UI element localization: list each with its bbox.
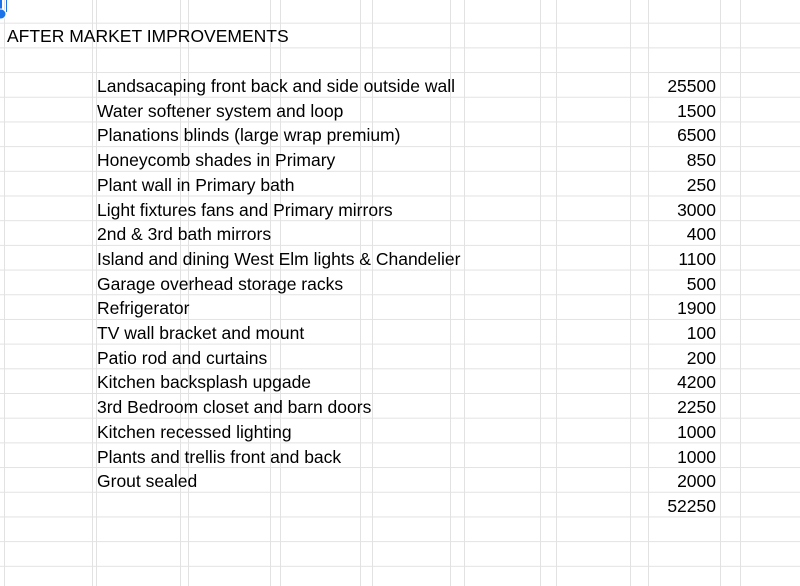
item-label-cell[interactable]: Grout sealed: [97, 471, 198, 492]
item-label-cell[interactable]: Refrigerator: [97, 298, 190, 319]
item-amount-cell[interactable]: 1900: [677, 298, 716, 319]
item-amount-cell[interactable]: 200: [686, 347, 716, 368]
item-label-cell[interactable]: 2nd & 3rd bath mirrors: [97, 224, 272, 245]
column-divider: [4, 0, 5, 586]
column-divider: [92, 0, 93, 586]
item-amount-cell[interactable]: 100: [686, 323, 716, 343]
total-amount-cell[interactable]: 52250: [667, 495, 716, 516]
item-amount-cell[interactable]: 1000: [677, 421, 716, 442]
item-label-cell[interactable]: Garage overhead storage racks: [97, 273, 344, 294]
item-amount-cell[interactable]: 1500: [677, 100, 716, 121]
item-amount-cell[interactable]: 1100: [678, 248, 716, 269]
item-amount-cell[interactable]: 2250: [677, 397, 716, 418]
item-amount-cell[interactable]: 3000: [677, 199, 716, 220]
selection-fill-handle[interactable]: [0, 9, 7, 20]
item-amount-cell[interactable]: 4200: [677, 372, 716, 393]
item-amount-cell[interactable]: 500: [686, 273, 716, 294]
item-label-cell[interactable]: Patio rod and curtains: [97, 347, 268, 368]
item-amount-cell[interactable]: 25500: [667, 76, 716, 96]
item-label-cell[interactable]: TV wall bracket and mount: [97, 323, 305, 343]
item-label-cell[interactable]: 3rd Bedroom closet and barn doors: [97, 397, 372, 418]
item-amount-cell[interactable]: 6500: [677, 125, 716, 146]
sheet-title-cell[interactable]: AFTER MARKET IMPROVEMENTS: [7, 26, 289, 46]
item-label-cell[interactable]: Light fixtures fans and Primary mirrors: [97, 199, 393, 220]
item-label-cell[interactable]: Plant wall in Primary bath: [97, 174, 295, 195]
text-cursor: [6, 0, 7, 12]
item-label-cell[interactable]: Honeycomb shades in Primary: [97, 150, 336, 171]
item-amount-cell[interactable]: 850: [686, 150, 716, 171]
item-amount-cell[interactable]: 1000: [677, 446, 716, 467]
item-amount-cell[interactable]: 400: [686, 224, 716, 245]
column-divider: [720, 0, 721, 586]
item-label-cell[interactable]: Plants and trellis front and back: [97, 446, 342, 467]
item-label-cell[interactable]: Kitchen backsplash upgade: [97, 372, 312, 393]
item-label-cell[interactable]: Water softener system and loop: [97, 100, 344, 121]
item-label-cell[interactable]: Landsacaping front back and side outside wall: [97, 76, 456, 96]
item-label-cell[interactable]: Planations blinds (large wrap premium): [97, 125, 401, 146]
item-amount-cell[interactable]: 250: [686, 174, 716, 195]
item-amount-cell[interactable]: 2000: [677, 471, 716, 492]
item-label-cell[interactable]: Island and dining West Elm lights & Chandelier: [97, 248, 461, 269]
item-label-cell[interactable]: Kitchen recessed lighting: [97, 421, 292, 442]
